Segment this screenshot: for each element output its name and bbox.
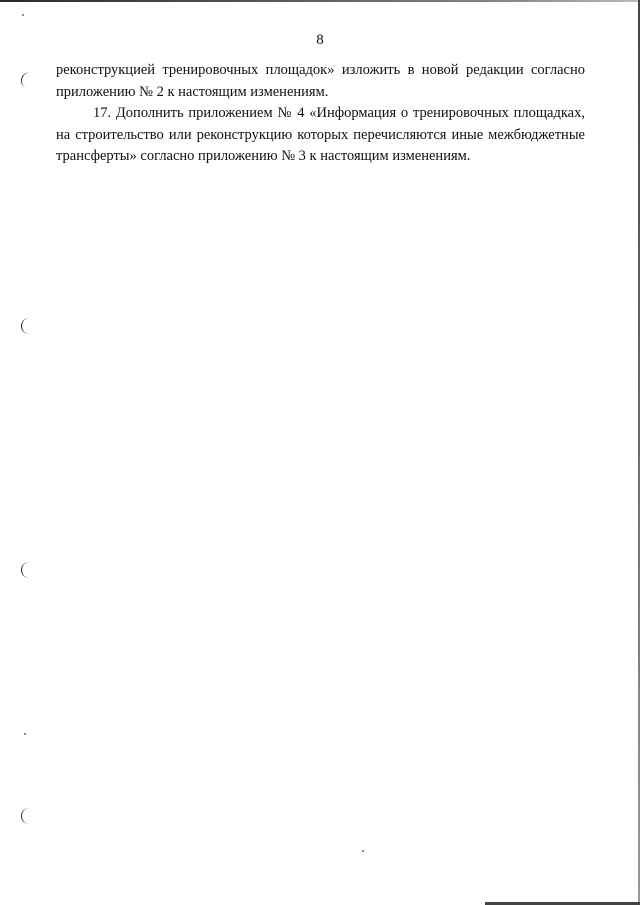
page-number: 8 [316,32,324,48]
scan-border-top [0,0,640,2]
binding-hole-mark [21,562,34,578]
scan-speck [362,850,364,852]
paragraph-continuation: реконструкцией тренировочных площадок» изложить в новой редакции согласно приложению № 2 к настоящим изменениям. [56,62,585,100]
scan-speck [22,14,24,16]
binding-hole-mark [21,318,34,334]
document-body [56,60,585,168]
binding-hole-mark [19,70,36,89]
scan-speck [24,733,26,735]
binding-hole-mark [21,808,34,824]
paragraph-item-17: 17. Дополнить приложением № 4 «Информация о тренировочных площадках, на строительство или реконструкцию которых перечисляются иные межбюджетные трансферты» согласно приложению № 3 к настоящим изменениям. [56,105,585,164]
